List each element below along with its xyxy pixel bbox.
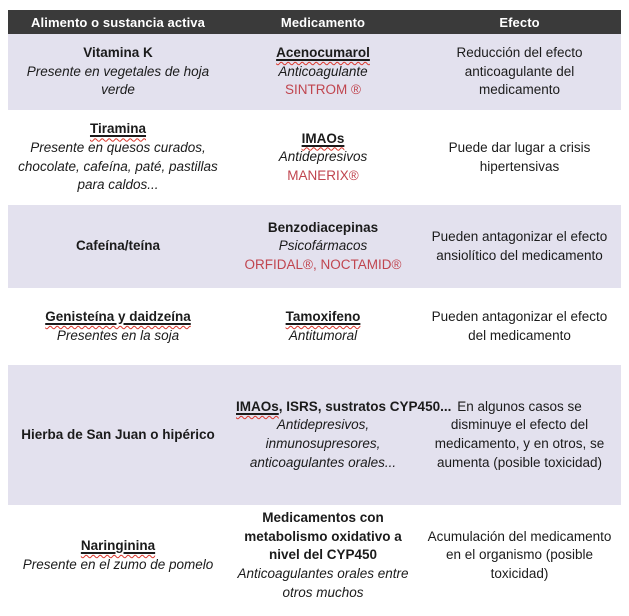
food-cell bbox=[8, 304, 228, 349]
food-cell bbox=[8, 40, 228, 104]
effect-text: Pueden antagonizar el efecto ansiolítico del medicamento bbox=[431, 228, 608, 263]
drug-class: Anticoagulantes orales entre otros muchos bbox=[237, 565, 409, 600]
drug-class: Antitumoral bbox=[288, 327, 358, 343]
drug-class: Antidepresivos bbox=[278, 149, 368, 165]
table-row bbox=[8, 34, 621, 110]
table-row bbox=[8, 365, 621, 505]
table-row bbox=[8, 288, 621, 365]
header-drug-column: Medicamento bbox=[280, 14, 366, 30]
food-title: Cafeína/teína bbox=[75, 238, 161, 254]
food-subtitle: Presente en quesos curados, chocolate, cafeína, paté, pastillas para caldos... bbox=[18, 139, 218, 193]
food-title: Naringinina bbox=[80, 537, 156, 553]
effect-cell bbox=[418, 524, 621, 588]
table-header-row bbox=[8, 10, 621, 34]
effect-cell bbox=[418, 224, 621, 269]
effect-text: Puede dar lugar a crisis hipertensivas bbox=[448, 139, 591, 174]
effect-text: Acumulación del medicamento en el organismo (posible toxicidad) bbox=[427, 528, 612, 581]
drug-brand: MANERIX® bbox=[287, 167, 359, 183]
effect-text: Pueden antagonizar el efecto del medicamento bbox=[431, 308, 608, 343]
drug-cell bbox=[228, 505, 418, 606]
drug-title: IMAOs bbox=[301, 130, 345, 146]
drug-title: Tamoxifeno bbox=[285, 308, 361, 324]
drug-cell bbox=[228, 215, 418, 279]
food-cell bbox=[8, 116, 228, 199]
effect-cell bbox=[418, 304, 621, 349]
interaction-table bbox=[8, 10, 621, 606]
food-cell bbox=[8, 422, 228, 449]
effect-cell bbox=[418, 135, 621, 180]
header-food-column: Alimento o sustancia activa bbox=[31, 14, 205, 30]
drug-class: Psicofármacos bbox=[278, 238, 368, 254]
food-cell bbox=[8, 233, 228, 260]
drug-brand: ORFIDAL®, NOCTAMID® bbox=[244, 256, 402, 272]
food-subtitle: Presentes en la soja bbox=[56, 327, 180, 343]
food-subtitle: Presente en vegetales de hoja verde bbox=[26, 63, 210, 98]
drug-cell bbox=[228, 126, 418, 190]
table-row bbox=[8, 205, 621, 288]
effect-text: Reducción del efecto anticoagulante del medicamento bbox=[456, 45, 583, 98]
drug-title: Benzodiacepinas bbox=[267, 219, 379, 235]
food-title: Genisteína y daidzeína bbox=[45, 308, 191, 324]
effect-text: En algunos casos se disminuye el efecto del medicamento, y en otros, se aumenta (posible toxicidad) bbox=[434, 398, 605, 470]
effect-cell bbox=[418, 394, 621, 477]
food-cell bbox=[8, 533, 228, 578]
food-title: Vitamina K bbox=[83, 45, 153, 61]
drug-brand: SINTROM ® bbox=[285, 82, 361, 98]
drug-class: Anticoagulante bbox=[278, 63, 368, 79]
food-title: Hierba de San Juan o hipérico bbox=[21, 426, 215, 442]
drug-cell bbox=[228, 40, 418, 104]
effect-cell bbox=[418, 40, 621, 104]
food-subtitle: Presente en el zumo de pomelo bbox=[22, 556, 214, 572]
drug-title: Medicamentos con metabolismo oxidativo a nivel del CYP450 bbox=[244, 510, 402, 563]
table-row bbox=[8, 505, 621, 606]
drug-cell bbox=[228, 394, 452, 477]
drug-cell bbox=[228, 304, 418, 349]
food-title: Tiramina bbox=[89, 121, 147, 137]
drug-title: Acenocumarol bbox=[276, 45, 370, 61]
drug-class: Antidepresivos, inmunosupresores, anticoagulantes orales... bbox=[249, 417, 397, 470]
drug-title: IMAOs, ISRS, sustratos CYP450... bbox=[236, 398, 452, 414]
table-row bbox=[8, 110, 621, 205]
header-effect-column: Efecto bbox=[499, 14, 540, 30]
